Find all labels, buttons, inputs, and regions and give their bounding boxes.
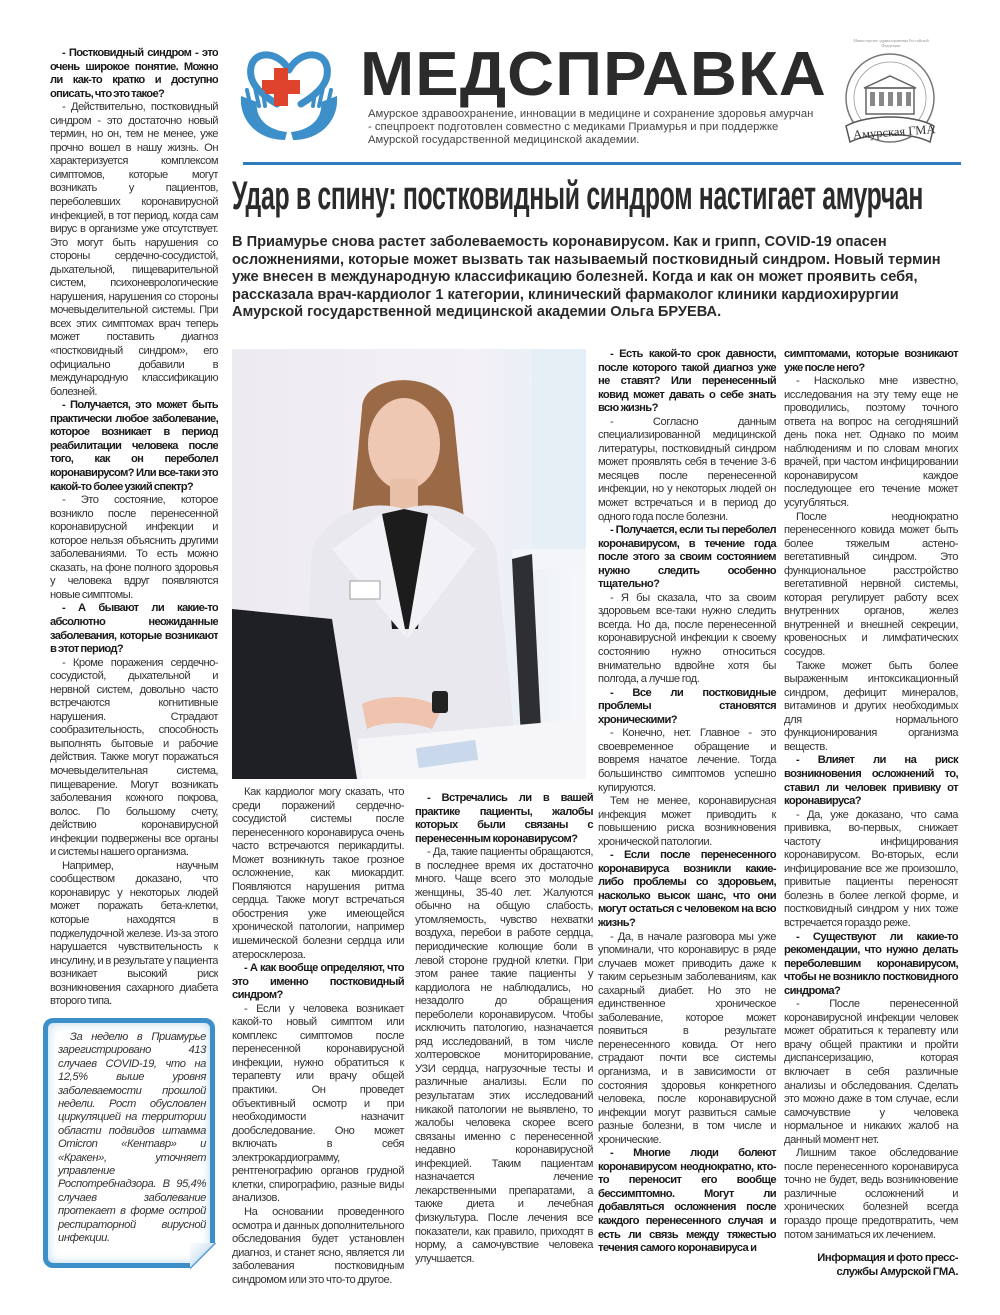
masthead-title: МЕДСПРАВКА	[360, 40, 827, 109]
article-column-4	[598, 348, 776, 1256]
amur-gma-seal	[838, 50, 942, 162]
interview-answer: - Это состояние, которое возникло после перенесенной коронавирусной инфекции и которое нельзя объяснить другими заболеваниями. То есть можно сказать, на фоне полного здоровья у человека вдруг появляются новые симптомы.	[50, 494, 218, 601]
interview-answer: - Согласно данным специализированной медицинской литературы, постковидный синдром может проявлять себя в течение 3-6 месяцев после перенесенной инфекции, но у некоторых людей он может встречаться и в период до одного года после болезни.	[598, 415, 776, 523]
doctor-photo	[232, 349, 586, 779]
interview-answer: Например, научным сообществом доказано, что коронавирус у некоторых людей может поражать бета-клетки, которые находятся в поджелудочной железе. Из-за этого нарушается чувствительность к инсулину, и в результате у пациента возникает высокий риск возникновения сахарного диабета второго типа.	[50, 859, 218, 1008]
interview-question-continued: симптомами, которые возникают уже после него?	[784, 348, 958, 374]
interview-question: - Все ли постковидные проблемы становятся хроническими?	[598, 686, 776, 726]
article-column-2	[232, 786, 404, 1287]
masthead-subtitle: Амурское здравоохранение, инновации в медицине и сохранение здоровья амурчан - спецпроект подготовлен совместно с медиками Приамурья и при поддержке Амурской государственной медицинской академии.	[368, 108, 814, 146]
interview-question: - Постковидный синдром - это очень широкое понятие. Можно ли как-то кратко и доступно описать, что это такое?	[50, 47, 218, 100]
interview-answer: - Да, такие пациенты обращаются, в последнее время их достаточно много. Чаще всего это молодые женщины, 35-40 лет. Жалуются обычно на общую слабость, утомляемость, чувство нехватки воздуха, перебои в работе сердца, периодические колющие боли в левой стороне грудной клетки. При этом ранее такие пациенты у кардиолога не наблюдались, но незадолго до обращения переболели коронавирусом. Чтобы исключить патологию, назначается ряд исследований, в том числе холтеровское мониторирование, УЗИ сердца, нагрузочные тесты и различные анализы. Если по результатам этих исследований никакой патологии не выявлено, то жалобы человека скорее всего связаны именно с перенесенной недавно коронавирусной инфекцией. Таким пациентам назначается лечение лекарственными препаратами, а также диета и лечебная физкультура. После лечения все показатели, как правило, приходят в норму, а самочувствие человека улучшается.	[415, 846, 593, 1265]
article-column-3	[415, 792, 593, 1266]
covid-stats-callout	[43, 1018, 215, 1268]
medspravka-logo	[237, 40, 341, 148]
academy-seal-icon	[838, 50, 942, 162]
callout-text: За неделю в Приамурье зарегистрировано 413 случаев COVID-19, что на 12,5% выше уровня заболеваемости прошлой недели. Рост обусловлен циркуляцией на территории области подвидов штамма Omicron «Кентавр» и «Кракен», уточняет управление Роспотребнадзора. В 95,4% случаев заболевание протекает в форме острой респираторной вирусной инфекции.	[58, 1031, 206, 1245]
interview-question: - А бывают ли какие-то абсолютно неожиданные заболевания, которые возникают в этот период?	[50, 602, 218, 656]
interview-question: - Встречались ли в вашей практике пациенты, жалобы которых были связаны с перенесенным коронавирусом?	[415, 792, 593, 845]
interview-answer: - Да, в начале разговора мы уже упоминали, что коронавирус в ряде случаев может приводить даже к таким серьезным заболеваниям, как сахарный диабет. Но это не единственное хроническое заболевание, которое может появиться в результате перенесенного ковида. От него страдают почти все системы организма, и в зависимости от состояния здоровья конкретного человека, после коронавирусной инфекции могут развиться самые разные болезни, в том числе и хронические.	[598, 930, 776, 1146]
interview-answer: - Я бы сказала, что за своим здоровьем все-таки нужно следить всегда. Но да, после перенесенной коронавирусной инфекции к своему состоянию нужно относиться внимательно вдвойне хотя бы полгода, а лучше год.	[598, 591, 776, 686]
interview-answer: Также может быть более выраженным интоксикационный синдром, дефицит минералов, витаминов и других необходимых для нормального функционирования организма веществ.	[784, 659, 958, 753]
heart-hands-icon	[237, 40, 341, 148]
article-lead: В Приамурье снова растет заболеваемость коронавирусом. Как и грипп, COVID-19 опасен осложнениями, которые может вызвать так называемый постковидный синдром. Новый термин уже внесен в международную классификацию болезней. Когда и как он может проявить себя, рассказала врач-кардиолог 1 категории, клинический фармаколог клиники кардиохирургии Амурской государственной медицинской академии Ольга БРУЕВА.	[232, 234, 941, 321]
interview-answer: Лишним такое обследование после перенесенного коронавируса точно не будет, ведь возникновение различные осложнений и хронических болезней всегда гораздо проще предотвратить, чем потом заниматься их лечением.	[784, 1147, 958, 1241]
interview-answer: - Если у человека возникает какой-то новый симптом или комплекс симптомов после перенесенной коронавирусной инфекции, нужно обратиться к терапевту или врачу общей практики. Он проведет объективный осмотр и при необходимости назначит дообследование. Оно может включать в себя электрокардиограмму, рентгенографию органов грудной клетки, спирографию, разные виды анализов.	[232, 1002, 404, 1205]
seal-label: Амурская ГМА	[852, 122, 936, 142]
interview-answer: - Да, уже доказано, что сама прививка, во-первых, снижает частоту инфицирования коронавирусом. Во-вторых, если инфицирование все же произошло, привитые пациенты переносят болезнь в более легкой форме, и постковидный синдром у них тоже встречается гораздо реже.	[784, 808, 958, 929]
interview-answer: - Конечно, нет. Главное - это своевременное обращение и вовремя начатое лечение. Тогда большинство симптомов успешно купируются.	[598, 727, 776, 794]
interview-answer: - Действительно, постковидный синдром - это достаточно новый термин, но он, тем не менее, уже прочно вошел в нашу жизнь. Он характеризуется комплексом симптомов, которые могут возникать у пациентов, переболевших коронавирусной инфекцией, в тот период, когда сам вирус в организме уже отсутствует. Это могут быть нарушения со стороны сердечно-сосудистой, дыхательной, пищеварительной систем, психоневрологические нарушения, нарушения со стороны мочевыделительной системы. При всех этих симптомах врач теперь может поставить диагноз «постковидный синдром», его официально добавили в международную классификацию болезней.	[50, 101, 218, 398]
interview-answer: После неоднократно перенесенного ковида может быть более тяжелым астено-вегетативный синдром. Это функциональное расстройство вегетативной нервной системы, которая регулирует работу всех внутренних органов, желез внутренней и внешней секреции, кровеносных и лимфатических сосудов.	[784, 510, 958, 659]
article-headline: Удар в спину: постковидный синдром настигает амурчан	[232, 174, 924, 218]
seal-ring-text: Министерство здравоохранения Российской Федерации	[853, 38, 929, 48]
interview-question: - Существуют ли какие-то рекомендации, что нужно делать переболевшим коронавирусом, чтобы не возникло постковидного синдрома?	[784, 930, 958, 997]
photo-credit-signature: Информация и фото пресс-службы Амурской ГМА.	[817, 1252, 958, 1278]
interview-question: - Получается, это может быть практически любое заболевание, которое возникает в период реабилитации человека после того, как он переболел коронавирусом? Или все-таки это какой-то более узкий спектр?	[50, 399, 218, 493]
interview-question: - А как вообще определяют, что это именно постковидный синдром?	[232, 962, 404, 1002]
interview-question: - Получается, если ты переболел коронавирусом, в течение года после этого за своим состоянием нужно следить особенно тщательно?	[598, 524, 776, 591]
interview-question: - Многие люди болеют коронавирусом неоднократно, кто-то переносит его вообще бессимптомно. Могут ли добавляться осложнения после каждого перенесенного случая и есть ли связь между тяжестью течения самого коронавируса и	[598, 1147, 776, 1255]
interview-question: - Если после перенесенного коронавируса возникли какие-либо проблемы со здоровьем, насколько высок шанс, что они могут остаться с человеком на всю жизнь?	[598, 849, 776, 929]
article-column-1	[50, 47, 218, 1009]
interview-answer: На основании проведенного осмотра и данных дополнительного обследования будет установлен диагноз, и станет ясно, является ли заболевания постковидным синдромом или это что-то другое.	[232, 1205, 404, 1286]
header-divider	[243, 162, 961, 165]
interview-answer: Как кардиолог могу сказать, что среди поражений сердечно-сосудистой системы после перенесенного коронавируса очень часто встречаются перикардиты. Может возникнуть такое грозное осложнение, как миокардит. Появляются нарушения ритма сердца. Также могут встречаться обострения уже имеющейся хронической патологии, например ишемической болезни сердца или атеросклероза.	[232, 786, 404, 961]
interview-answer: - Насколько мне известно, исследования на эту тему еще не проводились, поэтому точного ответа на вопрос на сегодняшний день пока нет. Однако по моим наблюдениям и по словам многих врачей, при частом инфицировании коронавирусом каждое последующее его течение может усугубляться.	[784, 375, 958, 510]
interview-question: - Влияет ли на риск возникновения осложнений то, ставил ли человек прививку от коронавируса?	[784, 754, 958, 808]
interview-question: - Есть какой-то срок давности, после которого такой диагноз уже не ставят? Или перенесенный ковид может давать о себе знать всю жизнь?	[598, 348, 776, 415]
interview-answer: Тем не менее, коронавирусная инфекция может приводить к повышению риска возникновения хронической патологии.	[598, 795, 776, 848]
interview-answer: - После перенесенной коронавирусной инфекции человек может обратиться к терапевту или врачу общей практики и пройти диспансеризацию, которая включает в себя различные анализы и обследования. Сделать это можно даже в том случае, если самочувствие у человека нормальное и никаких жалоб на данный момент нет.	[784, 998, 958, 1146]
article-column-5	[784, 348, 958, 1279]
doctor-portrait-illustration	[232, 349, 586, 779]
interview-answer: - Кроме поражения сердечно-сосудистой, дыхательной и нервной систем, довольно часто встречаются когнитивные нарушения. Страдают сообразительность, способность выполнять бытовые и рабочие действия. Также могут поражаться мочевыделительная система, пищеварение. Могут возникать заболевания кожного покрова, волос. По большому счету, действию коронавирусной инфекции подвержены все органы и системы нашего организма.	[50, 656, 218, 859]
page-curl-decoration	[190, 1243, 216, 1269]
